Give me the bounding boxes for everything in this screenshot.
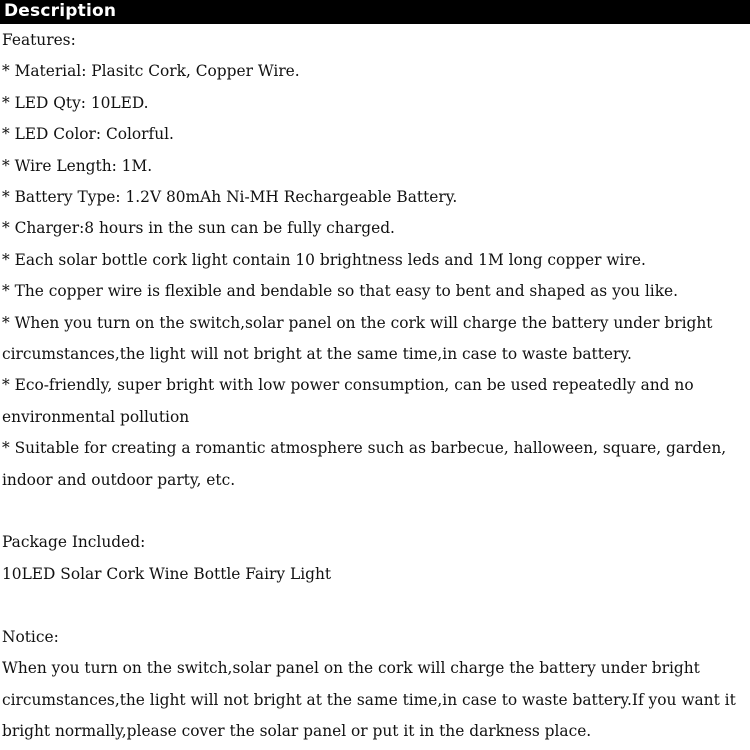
package-item: 10LED Solar Cork Wine Bottle Fairy Light bbox=[2, 564, 332, 583]
notice-text: When you turn on the switch,solar panel on the cork will charge the battery under bright circumstances,the light will not bright at the same time,in case to waste battery.If you want it bright normally,please cover the solar panel or put it in the darkness place. bbox=[2, 659, 736, 740]
feature-item-wire-length: * Wire Length: 1M. bbox=[2, 156, 153, 175]
feature-item-eco-friendly: * Eco-friendly, super bright with low power consumption, can be used repeatedly and no environmental pollution bbox=[2, 376, 694, 426]
feature-item-suitable-for: * Suitable for creating a romantic atmosphere such as barbecue, halloween, square, garden, indoor and outdoor party, etc. bbox=[2, 439, 727, 489]
feature-item-flexible-wire: * The copper wire is flexible and bendable so that easy to bent and shaped as you like. bbox=[2, 282, 679, 301]
package-heading: Package Included: bbox=[2, 533, 146, 552]
feature-item-led-qty: * LED Qty: 10LED. bbox=[2, 93, 149, 112]
feature-item-charger: * Charger:8 hours in the sun can be fully charged. bbox=[2, 219, 395, 238]
feature-item-led-and-wire: * Each solar bottle cork light contain 10 brightness leds and 1M long copper wire. bbox=[2, 250, 646, 269]
feature-item-led-color: * LED Color: Colorful. bbox=[2, 125, 174, 144]
feature-item-material: * Material: Plasitc Cork, Copper Wire. bbox=[2, 62, 300, 81]
feature-item-battery-type: * Battery Type: 1.2V 80mAh Ni-MH Rechargeable Battery. bbox=[2, 188, 458, 207]
section-spacer bbox=[2, 590, 746, 621]
section-spacer bbox=[2, 496, 746, 527]
notice-heading: Notice: bbox=[2, 627, 59, 646]
description-header-bar bbox=[0, 0, 750, 24]
feature-item-switch: * When you turn on the switch,solar panel on the cork will charge the battery under bright circumstances,the light will not bright at the same time,in case to waste battery. bbox=[2, 313, 713, 364]
features-heading: Features: bbox=[2, 31, 76, 49]
description-content bbox=[2, 25, 746, 747]
description-title: Description bbox=[4, 1, 117, 21]
